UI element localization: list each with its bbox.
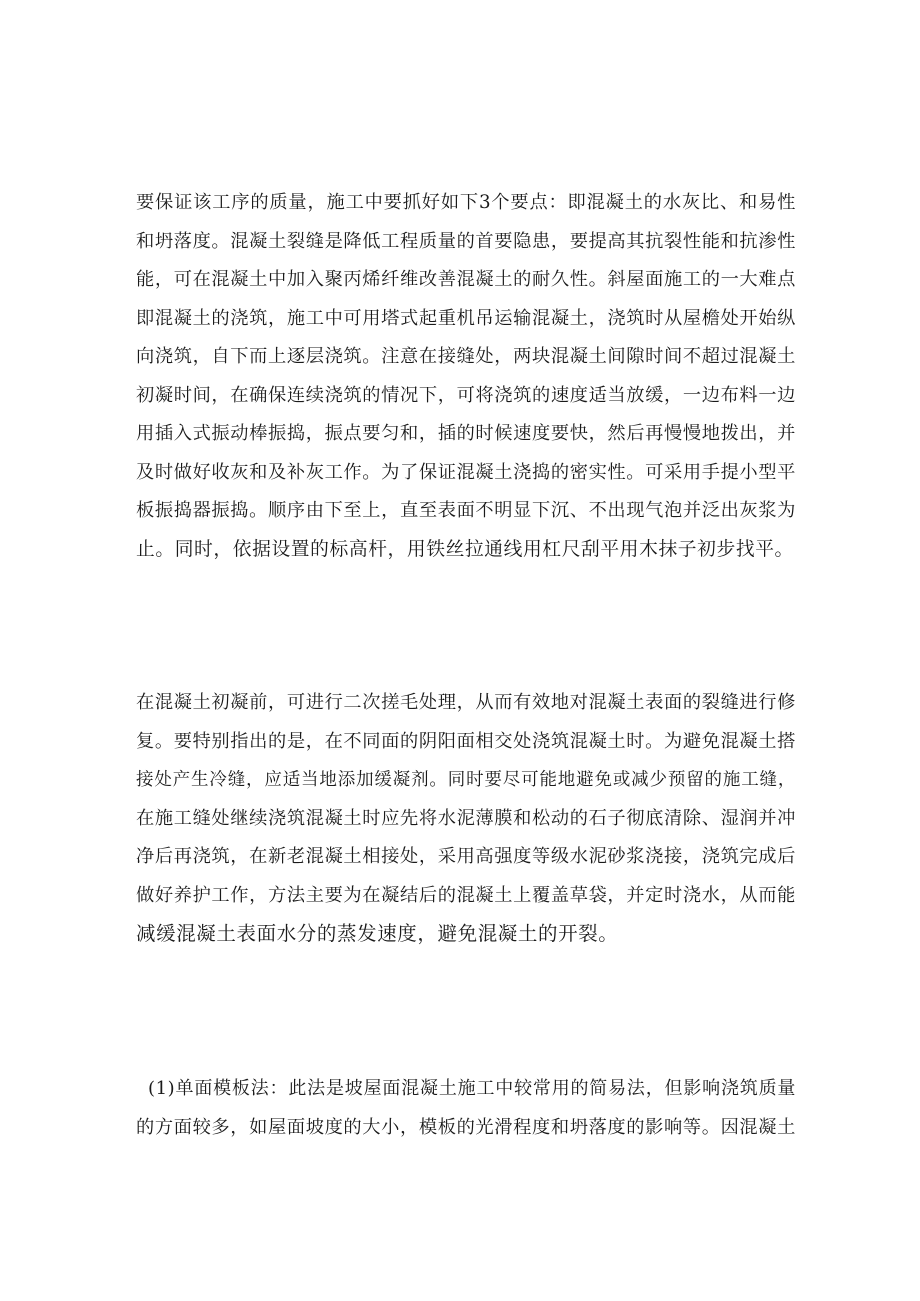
text-line: 在混凝土初凝前，可进行二次搓毛处理，从而有效地对混凝土表面的裂缝进行修	[136, 692, 796, 713]
text-line: 减缓混凝土表面水分的蒸发速度，避免混凝土的开裂。	[136, 922, 619, 945]
text-line: 初凝时间，在确保连续浇筑的情况下，可将浇筑的速度适当放缓，一边布料一边	[136, 384, 796, 406]
text-line: 止。同时，依据设置的标高杆，用铁丝拉通线用杠尺刮平用木抹子初步找平。	[136, 538, 794, 560]
text-line: 板振捣器振捣。顺序由下至上，直至表面不明显下沉、不出现气泡并泛出灰浆为	[136, 500, 796, 521]
text-line: 净后再浇筑，在新老混凝土相接处，采用高强度等级水泥砂浆浇接，浇筑完成后	[136, 846, 796, 867]
text-line: (1)单面模板法：此法是坡屋面混凝土施工中较常用的简易法，但影响浇筑质量	[148, 1078, 796, 1099]
text-line: 接处产生冷缝，应适当地添加缓凝剂。同时要尽可能地避免或减少预留的施工缝，	[136, 770, 796, 790]
paragraph-single-formwork-method	[136, 1070, 796, 1147]
text-line: 的方面较多，如屋面坡度的大小，模板的光滑程度和坍落度的影响等。因混凝土	[136, 1116, 796, 1138]
text-line: 在施工缝处继续浇筑混凝土时应先将水泥薄膜和松动的石子彻底清除、湿润并冲	[136, 807, 796, 829]
text-line: 向浇筑，自下而上逐层浇筑。注意在接缝处，两块混凝土间隙时间不超过混凝土	[136, 346, 796, 367]
paragraph-concrete-pouring	[136, 184, 796, 569]
text-line: 及时做好收灰和及补灰工作。为了保证混凝土浇捣的密实性。可采用手提小型平	[136, 461, 796, 483]
text-line: 即混凝土的浇筑，施工中可用塔式起重机吊运输混凝土，浇筑时从屋檐处开始纵	[136, 307, 796, 329]
text-line: 要保证该工序的质量，施工中要抓好如下3个要点：即混凝土的水灰比、和易性	[136, 192, 796, 213]
text-line: 和坍落度。混凝土裂缝是降低工程质量的首要隐患，要提高其抗裂性能和抗渗性	[136, 230, 796, 252]
text-line: 能，可在混凝土中加入聚丙烯纤维改善混凝土的耐久性。斜屋面施工的一大难点	[136, 269, 796, 290]
text-line: 用插入式振动棒振捣，振点要匀和，插的时候速度要快，然后再慢慢地拨出，并	[136, 423, 796, 444]
paragraph-initial-setting-treatment	[136, 684, 796, 954]
text-line: 复。要特别指出的是，在不同面的阴阳面相交处浇筑混凝土时。为避免混凝土搭	[136, 730, 796, 752]
text-line: 做好养护工作，方法主要为在凝结后的混凝土上覆盖草袋，并定时浇水，从而能	[136, 884, 796, 906]
